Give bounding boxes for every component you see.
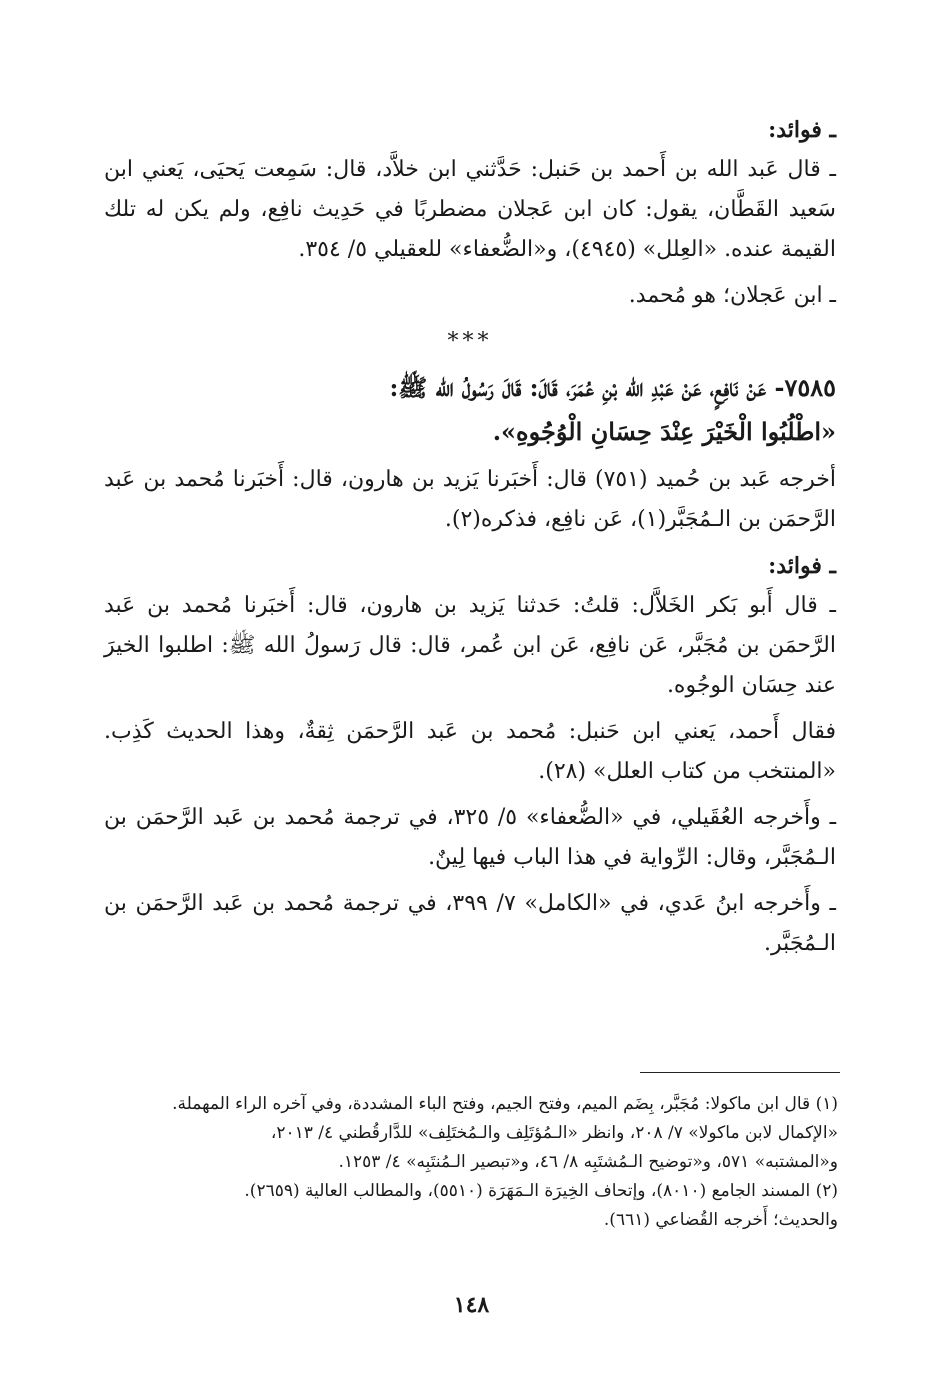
paragraph-khallal: ـ قال أَبو بَكر الخَلاَّل: قلتُ: حَدثنا يَزيد بن هارون، قال: أَخبَرنا مُحمد بن عَبد الرَّحمَن بن مُجَبَّر، عَن نافِع، عَن ابن عُمر، قال: قال رَسولُ الله ﷺ: اطلبوا الخيرَ عند حِسَان الوجُوه. xyxy=(104,593,836,698)
footnote-separator xyxy=(640,1072,840,1073)
footnote-2-line-2: والحديث؛ أَخرجه القُضاعي (٦٦١). xyxy=(603,1210,838,1230)
takhrij-paragraph: أخرجه عَبد بن حُميد (٧٥١) قال: أَخبَرنا يَزيد بن هارون، قال: أَخبَرنا مُحمد بن عَبد الرَّحمَن بن الـمُجَبَّر(١)، عَن نافِع، فذكره(٢). xyxy=(104,467,836,532)
section-separator-stars: *** xyxy=(447,329,493,354)
footnote-1-line-1: (١) قال ابن ماكولا: مُجَبَّر، بِضَم الميم، وفتح الجيم، وفتح الباء المشددة، وفي آخره الراء المهملة. xyxy=(172,1094,838,1114)
footnote-2-line-1: (٢) المسند الجامع (٨٠١٠)، وإتحاف الخِيرَة الـمَهَرَة (٥٥١٠)، والمطالب العالية (٢٦٥٩). xyxy=(244,1181,838,1201)
paragraph-ibn-ajlan: ـ ابن عَجلان؛ هو مُحمد. xyxy=(628,283,836,308)
hadith-text-line-1: ٧٥٨٥- عَنْ نَافِعٍ، عَنْ عَبْدِ الله بْنِ عُمَرَ، قَالَ: قَالَ رَسُولُ الله ﷺ: xyxy=(389,373,836,402)
paragraph-ibn-khallad: ـ قال عَبد الله بن أَحمد بن حَنبل: حَدَّثني ابن خلاَّد، قال: سَمِعت يَحيَى، يَعني ابن سَعيد القَطَّان، يقول: كان ابن عَجلان مضطربًا في حَدِيث نافِع، ولم يكن له تلك القيمة عنده. «العِلل» (٤٩٤٥)، و«الضُّعفاء» للعقيلي ٥/ ٣٥٤. xyxy=(104,157,836,262)
hadith-text-line-2: «اطْلُبُوا الْخَيْرَ عِنْدَ حِسَانِ الْوُجُوهِ». xyxy=(492,417,836,446)
footnote-1-line-3: و«المشتبه» ٥٧١، و«توضيح الـمُشتَبِه ٨/ ٤٦، و«تبصير الـمُنتَبِه» ٤/ ١٢٥٣. xyxy=(338,1152,838,1172)
main-text xyxy=(104,110,836,970)
paragraph-ibn-adi: ـ وأَخرجه ابنُ عَدي، في «الكامل» ٧/ ٣٩٩، في ترجمة مُحمد بن عَبد الرَّحمَن بن الـمُجَبَّر. xyxy=(104,891,837,956)
paragraph-ahmad: فقال أَحمد، يَعني ابن حَنبل: مُحمد بن عَبد الرَّحمَن ثِقةٌ، وهذا الحديث كَذِب. «المنتخب من كتاب العلل» (٢٨). xyxy=(104,719,836,784)
footnotes xyxy=(104,1090,838,1235)
page-number: ١٤٨ xyxy=(453,1292,490,1318)
paragraph-uqayli: ـ وأَخرجه العُقَيلي، في «الضُّعفاء» ٥/ ٣٢٥، في ترجمة مُحمد بن عَبد الرَّحمَن بن الـمُجَبَّر، وقال: الرِّواية في هذا الباب فيها لِينٌ. xyxy=(104,805,837,870)
footnote-1-line-2: «الإكمال لابن ماكولا» ٧/ ٢٠٨، وانظر «الـمُؤتَلِف والـمُختَلِف» للدَّارقُطني ٤/ ٢٠١٣، xyxy=(270,1123,838,1143)
section-heading-fawaid-2: ـ فوائد: xyxy=(768,553,836,579)
section-heading-fawaid: ـ فوائد: xyxy=(768,117,836,143)
